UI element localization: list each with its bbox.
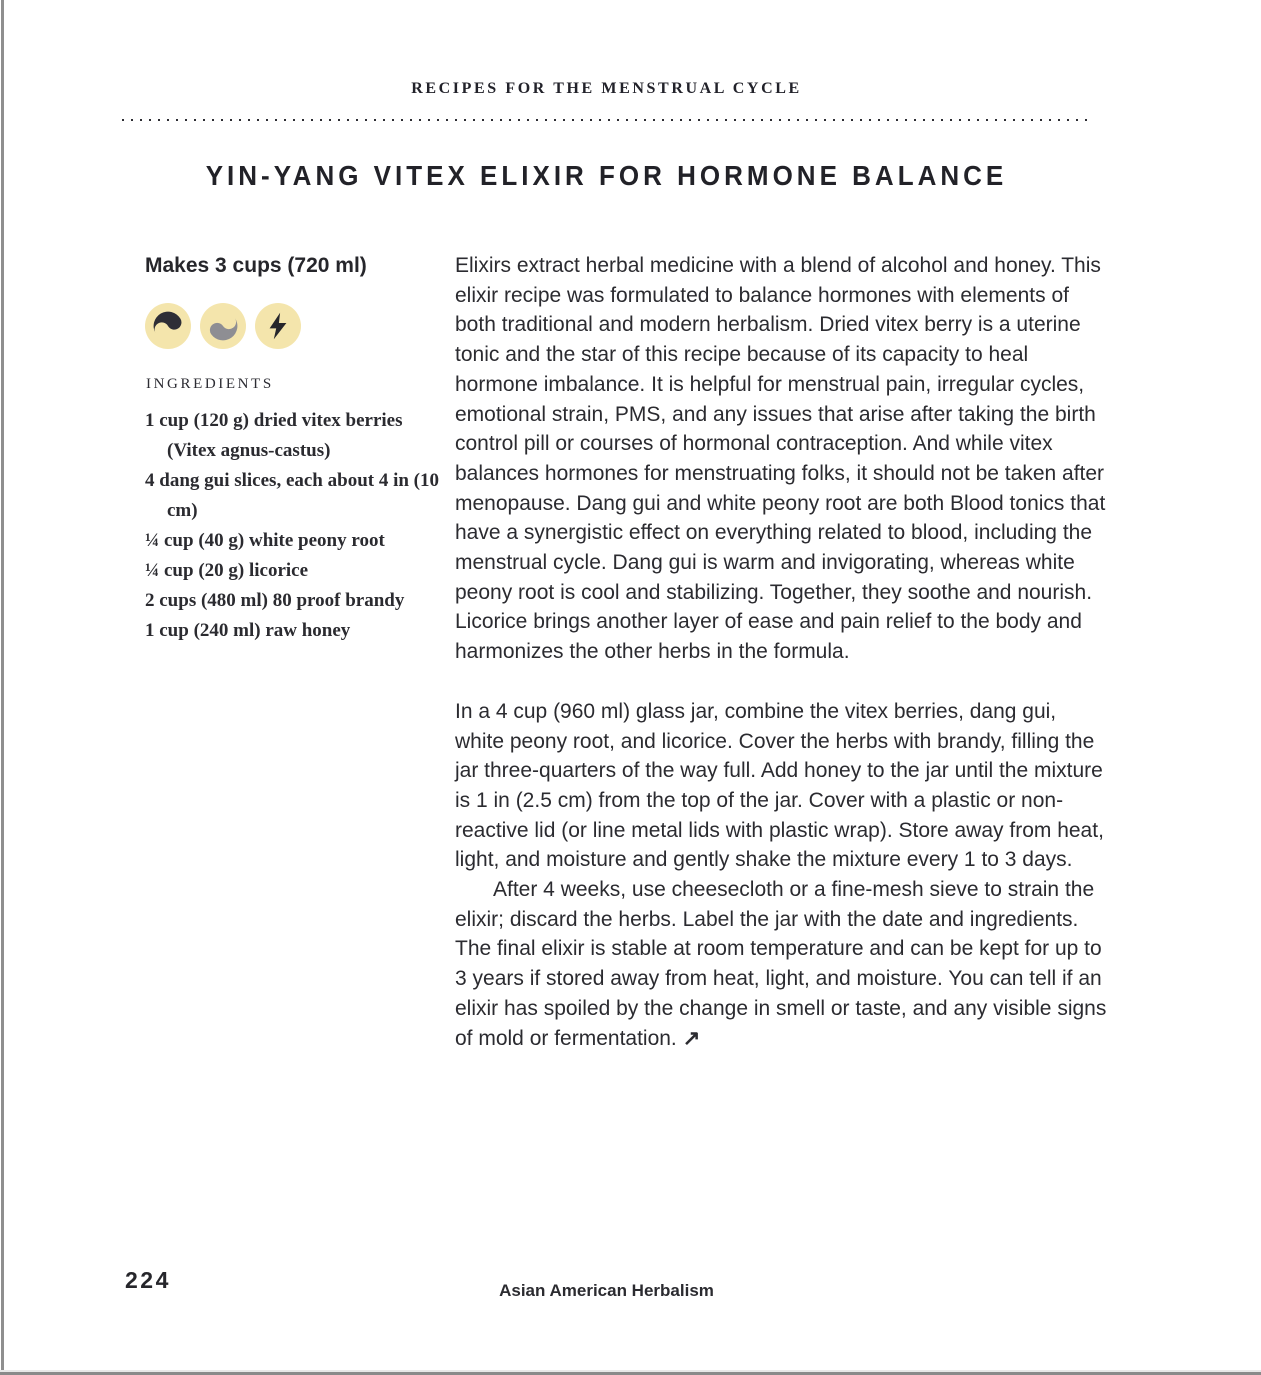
body-paragraph-3-text: After 4 weeks, use cheesecloth or a fine-mesh sieve to strain the elixir; discard the herbs. Label the jar with the date and ingredients. The final elixir is stable at room temperature and can be kept for up to 3 years if stored away from heat, light, and moisture. You can tell if an elixir has spoiled by the change in smell or taste, and any visible signs of mold or fermentation. — [455, 878, 1107, 1050]
page-left-edge-line — [1, 0, 4, 1375]
book-title-footer: Asian American Herbalism — [499, 1281, 714, 1300]
ingredient-item: 1 cup (120 g) dried vitex berries (Vitex agnus-castus) — [145, 410, 403, 461]
ingredient-item: 1 cup (240 ml) raw honey — [145, 620, 351, 641]
recipe-body — [455, 251, 1107, 1053]
recipe-attribute-icons — [145, 303, 301, 349]
yang-icon — [200, 303, 246, 349]
ingredient-item: ¼ cup (20 g) licorice — [145, 560, 309, 581]
ingredient-item: 4 dang gui slices, each about 4 in (10 cm) — [145, 470, 440, 521]
yin-icon — [145, 303, 191, 349]
dotted-divider — [122, 119, 1091, 121]
page-number: 224 — [125, 1267, 171, 1293]
body-paragraph-3 — [455, 875, 1107, 1053]
ingredient-item: ¼ cup (40 g) white peony root — [145, 530, 385, 551]
running-head: RECIPES FOR THE MENSTRUAL CYCLE — [411, 80, 802, 97]
lightning-icon — [255, 303, 301, 349]
body-paragraph-2: In a 4 cup (960 ml) glass jar, combine the vitex berries, dang gui, white peony root, and licorice. Cover the herbs with brandy, filling the jar three-quarters of the way full. Add honey to the jar until the mixture is 1 in (2.5 cm) from the top of the jar. Cover with a plastic or non-reactive lid (or line metal lids with plastic wrap). Store away from heat, light, and moisture and gently shake the mixture every 1 to 3 days. — [455, 699, 1104, 872]
ingredients-heading: INGREDIENTS — [146, 376, 274, 392]
end-of-recipe-arrow-icon: ↗ — [682, 1026, 701, 1050]
ingredient-item: 2 cups (480 ml) 80 proof brandy — [145, 590, 405, 611]
page-title: YIN-YANG VITEX ELIXIR FOR HORMONE BALANCE — [205, 159, 1008, 192]
ingredients-list — [145, 406, 453, 646]
body-paragraph-1: Elixirs extract herbal medicine with a blend of alcohol and honey. This elixir recipe was formulated to balance hormones with elements of both traditional and modern herbalism. Dried vitex berry is a uterine tonic and the star of this recipe because of its capacity to heal hormone imbalance. It is helpful for menstrual pain, irregular cycles, emotional strain, PMS, and any issues that arise after taking the birth control pill or courses of hormonal contraception. And while vitex balances hormones for menstruating folks, it should not be taken after menopause. Dang gui and white peony root are both Blood tonics that have a synergistic effect on everything related to blood, including the menstrual cycle. Dang gui is warm and invigorating, whereas white peony root is cool and stabilizing. Together, they soothe and nourish. Licorice brings another layer of ease and pain relief to the body and harmonizes the other herbs in the formula. — [455, 254, 1106, 664]
recipe-yield: Makes 3 cups (720 ml) — [145, 254, 367, 277]
